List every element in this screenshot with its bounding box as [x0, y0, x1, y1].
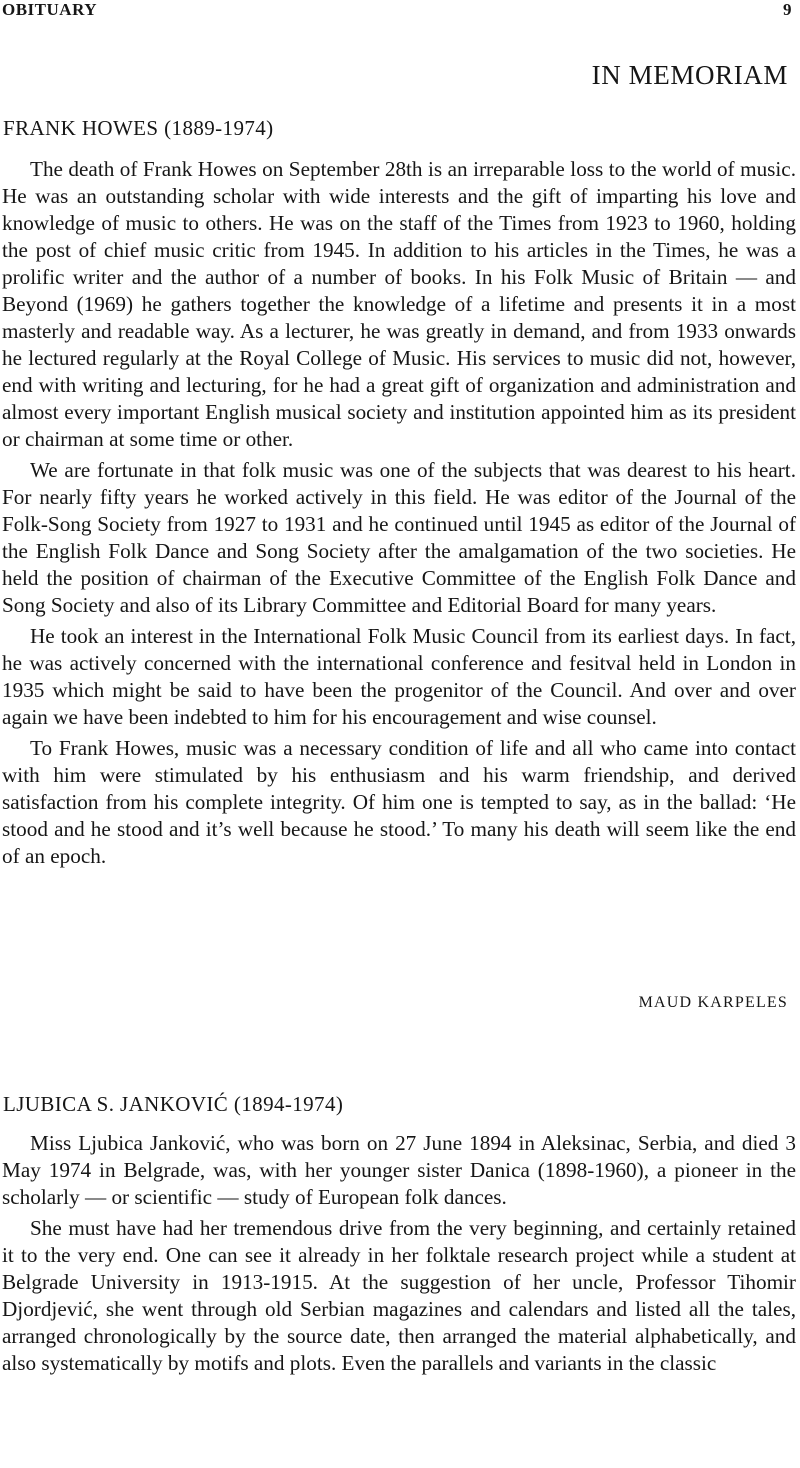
obituary-body-howes — [2, 156, 796, 874]
paragraph: He took an interest in the International Folk Music Council from its earliest days. In fact, he was actively concerned with the international conference and fesitval held in London in 1935 which might be said to have been the progenitor of the Council. And over and over again we have been indebted to him for his encouragement and wise counsel. — [2, 624, 796, 729]
paragraph: The death of Frank Howes on September 28th is an irreparable loss to the world of music. He was an outstanding scholar with wide interests and the gift of imparting his love and knowledge of music to others. He was on the staff of the Times from 1923 to 1960, holding the post of chief music critic from 1945. In addition to his articles in the Times, he was a prolific writer and the author of a number of books. In his Folk Music of Britain — and Beyond (1969) he gathers together the knowledge of a lifetime and presents it in a most masterly and readable way. As a lecturer, he was greatly in demand, and from 1933 onwards he lectured regularly at the Royal College of Music. His services to music did not, however, end with writing and lecturing, for he had a great gift of organization and administration and almost every important English musical society and institution appointed him as its president or chairman at some time or other. — [2, 157, 796, 451]
obituary-body-jankovic — [2, 1130, 796, 1381]
obituary-name: LJUBICA S. JANKOVIĆ — [3, 1092, 229, 1116]
section-title: IN MEMORIAM — [591, 60, 788, 90]
page-number: 9 — [783, 0, 792, 19]
obituary-dates: (1889-1974) — [164, 116, 274, 140]
obituary-dates: (1894-1974) — [233, 1092, 344, 1116]
obituary-heading-howes — [3, 116, 274, 141]
paragraph: To Frank Howes, music was a necessary condition of life and all who came into contact with him were stimulated by his enthusiasm and his warm friendship, and derived satisfaction from his complete integrity. Of him one is tempted to say, as in the ballad: ‘He stood and he stood and it’s well because he stood.’ To many his death will seem like the end of an epoch. — [2, 736, 796, 868]
obituary-heading-jankovic — [3, 1092, 343, 1117]
obituary-name: FRANK HOWES — [3, 116, 159, 140]
paragraph: We are fortunate in that folk music was one of the subjects that was dearest to his heart. For nearly fifty years he worked actively in this field. He was editor of the Journal of the Folk-Song Society from 1927 to 1931 and he continued until 1945 as editor of the Journal of the English Folk Dance and Song Society after the amalgamation of the two societies. He held the position of chairman of the Executive Committee of the English Folk Dance and Song Society and also of its Library Committee and Editorial Board for many years. — [2, 458, 796, 617]
author-signature: MAUD KARPELES — [638, 994, 788, 1011]
running-head — [2, 0, 792, 24]
paragraph: Miss Ljubica Janković, who was born on 27 June 1894 in Aleksinac, Serbia, and died 3 May 1974 in Belgrade, was, with her younger sister Danica (1898-1960), a pioneer in the scholarly — or scientific — study of European folk dances. — [2, 1131, 796, 1209]
paragraph: She must have had her tremendous drive from the very beginning, and certainly retained it to the very end. One can see it already in her folktale research project while a student at Belgrade University in 1913-1915. At the suggestion of her uncle, Professor Tihomir Djordjević, she went through old Serbian magazines and calendars and listed all the tales, arranged chronologically by the source date, then arranged the material alphabetically, and also systematically by motifs and plots. Even the parallels and variants in the classic — [2, 1216, 796, 1375]
running-head-section: OBITUARY — [2, 0, 98, 19]
